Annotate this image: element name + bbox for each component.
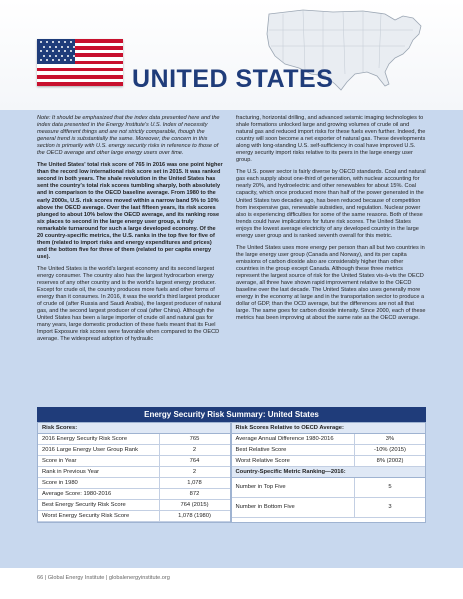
table-row [38, 500, 230, 511]
flag-star [43, 55, 45, 57]
row-label: Score in 1980 [38, 478, 160, 488]
flag-star [61, 46, 63, 48]
table-row [38, 445, 230, 456]
table-title: Energy Security Risk Summary: United States [37, 407, 426, 422]
flag-star [64, 59, 66, 61]
row-label: 2016 Energy Security Risk Score [38, 434, 160, 444]
us-flag-image [37, 39, 123, 86]
row-value: 3 [388, 504, 392, 510]
flag-star [52, 41, 54, 43]
table-row [38, 434, 230, 445]
row-label: Worst Relative Score [232, 456, 356, 466]
row-value: 1,078 (1980) [178, 513, 211, 519]
flag-star [55, 46, 57, 48]
flag-star [67, 55, 69, 57]
flag-star [46, 50, 48, 52]
flag-star [49, 46, 51, 48]
row-value: 765 [189, 436, 200, 442]
flag-star [46, 41, 48, 43]
flag-star [58, 59, 60, 61]
row-label: Best Energy Security Risk Score [38, 500, 160, 510]
flag-star [52, 50, 54, 52]
table-row [38, 478, 230, 489]
relative-scores-section [232, 423, 426, 522]
flag-star [40, 59, 42, 61]
row-value: 764 [189, 458, 200, 464]
body-paragraph-2: fracturing, horizontal drilling, and advanced seismic imaging technologies to shale formations unlocked large and growing volumes of crude oil and natural gas and reduced import risks for these fuels even further. Indeed, the country will soon become a net exporter of natural gas. These developments along with long-standing U.S. self-sufficiency in coal have improved U.S. energy security import risks relative to its peers in the large energy user group. [236, 115, 426, 164]
body-paragraph-1: The United States is the world's largest economy and its second largest energy consumer. The country also has the largest hydrocarbon energy reserves of any other country and is the world's largest energy producer. Except for crude oil, the country produces more fuels and other forms of energy than it consumes. In 2016, it was the world's third largest producer of crude oil (after Russia and Saudi Arabia), the largest producer of natural gas, and the second largest producer of coal (after China). Although the United States has been a large importer of crude oil and natural gas for many years, large domestic production of these fuels meant that its Fuel Import Exposure risk scores were favorable when compared to the OECD average. The widespread adoption of hydraulic [37, 265, 222, 343]
row-value: 2 [192, 469, 197, 475]
table-row [38, 456, 230, 467]
flag-star [58, 50, 60, 52]
row-label: 2016 Large Energy User Group Rank [38, 445, 160, 455]
flag-star [40, 50, 42, 52]
flag-star [49, 55, 51, 57]
flag-star [64, 50, 66, 52]
table-row [232, 445, 426, 456]
flag-star [70, 59, 72, 61]
flag-star [46, 59, 48, 61]
table-row [232, 456, 426, 467]
row-value: 8% (2002) [376, 458, 404, 464]
flag-star [61, 55, 63, 57]
body-paragraph-3: The U.S. power sector is fairly diverse by OECD standards. Coal and natural gas each supply about one-third of generation, with nuclear accounting for nearly 20%, and hydroelectric and other renewables for about 15%. Coal capacity, which once produced more than half of the power generated in the United States two decades ago, has been reduced because of competition from inexpensive gas, renewable subsidies, and regulation. Nuclear power also is experiencing difficulties for some of the same reasons. Both of these trends could have implications for future risk scores. The United States enjoys the lowest average electricity of any developed country in the large energy user group and is ranked seventh overall for this metric. [236, 169, 426, 239]
flag-star [70, 50, 72, 52]
flag-star [55, 55, 57, 57]
row-value: 5 [388, 484, 392, 490]
row-label: Rank in Previous Year [38, 467, 160, 477]
flag-star [73, 55, 75, 57]
flag-star [40, 41, 42, 43]
row-label: Best Relative Score [232, 445, 356, 455]
metric-ranking-header: Country-Specific Metric Ranking—2016: [232, 467, 426, 478]
row-value: 1,078 [187, 480, 202, 486]
row-value: 2 [192, 447, 197, 453]
flag-star [43, 46, 45, 48]
flag-canton [37, 39, 75, 64]
flag-star [73, 46, 75, 48]
row-label: Score in Year [38, 456, 160, 466]
table-row [232, 498, 426, 518]
table-row [38, 489, 230, 500]
row-label: Average Score: 1980-2016 [38, 489, 160, 499]
row-value: 872 [189, 491, 200, 497]
row-value: 3% [385, 436, 395, 442]
table-row [232, 478, 426, 498]
column-left [37, 115, 223, 348]
intro-paragraph: The United States' total risk score of 765 in 2016 was one point higher than the record low international risk score set in 2015. It was ranked second in both years. The shale revolution in the United States has sent the country's total risk scores tumbling sharply, both absolutely and in comparison to the OECD baseline average. From 1980 to the early 2000s, U.S. risk scores moved within a narrow band 5% to 10% above the OECD average. Over the last fifteen years, its risk scores plunged to about 10% below the OECD average, and its ranking rose six places to second in the large energy user group, a truly remarkable turnaround for such a large developed economy. Of the 20 country-specific metrics, the U.S. ranks in the top five for five of them (related to import risks and energy expenditures and prices) and the bottom five for three of them (related to per capita energy use). [37, 162, 223, 260]
row-value: 764 (2015) [180, 502, 209, 508]
flag-star [67, 46, 69, 48]
risk-scores-section [38, 423, 232, 522]
risk-scores-header: Risk Scores: [38, 423, 230, 434]
page-title: UNITED STATES [132, 65, 334, 93]
flag-star [70, 41, 72, 43]
risk-summary-table [37, 407, 426, 523]
note-paragraph: Note: It should be emphasized that the index data presented here and the index data presented in the Energy Institute's U.S. Index of necessity measure different things and are not strictly comparable, though the general trend is substantially the same. Moreover, the concern in this section is primarily with U.S. energy security risks in reference to those of the OECD average and other large energy users over time. [37, 115, 220, 157]
row-label: Number in Bottom Five [232, 498, 356, 517]
body-paragraph-4: The United States uses more energy per person than all but two countries in the large energy user group (Canada and Norway), and its per capita emissions of carbon dioxide also are considerably higher than other countries in the group except Canada. Although these three metrics represent the largest source of risk for the United States vis-à-vis the OECD average, all three have shown rapid improvement relative to the OECD baseline over the last decade. The United States also uses generally more energy in the economy at large and in the transportation sector to produce a dollar of GDP, than the OCD average, but the differences are not all that large. The same goes for carbon dioxide intensity. Since 2000, each of these metrics has been improving at about the same rate as the OECD average. [236, 244, 426, 322]
table-row [38, 467, 230, 478]
flag-star [52, 59, 54, 61]
table-row [232, 434, 426, 445]
row-label: Worst Energy Security Risk Score [38, 511, 160, 521]
table-row [38, 511, 230, 522]
row-value: -10% (2015) [374, 447, 406, 453]
column-right [236, 115, 426, 327]
relative-scores-header: Risk Scores Relative to OECD Average: [232, 423, 426, 434]
flag-star [58, 41, 60, 43]
flag-star [64, 41, 66, 43]
row-label: Average Annual Difference 1980-2016 [232, 434, 356, 444]
page-footer: 66 | Global Energy Institute | globalenergyinstitute.org [37, 575, 170, 581]
row-label: Number in Top Five [232, 478, 356, 497]
